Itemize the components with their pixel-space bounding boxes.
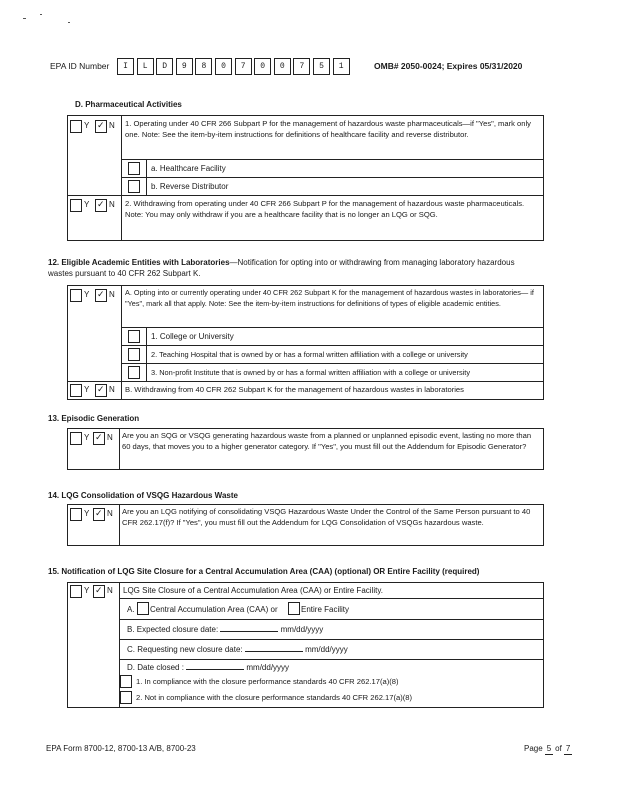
epa-id-char-cell[interactable]: D (156, 58, 173, 75)
s15-d1-label: 1. In compliance with the closure performance standards 40 CFR 262.17(a)(8) (136, 677, 399, 686)
scan-mark (40, 14, 42, 15)
footer-form-number: EPA Form 8700-12, 8700-13 A/B, 8700-23 (46, 744, 196, 753)
epa-id-char-cell[interactable]: 9 (176, 58, 193, 75)
s12-item1-checkbox[interactable] (128, 330, 140, 343)
s15-d2-checkbox[interactable] (120, 691, 132, 704)
s14-no-checkbox[interactable] (93, 508, 105, 521)
d1b-checkbox[interactable] (128, 180, 140, 193)
section-15-heading: 15. Notification of LQG Site Closure for a Central Accumulation Area (CAA) (optional) OR Entire Facility (required) (48, 567, 480, 576)
s15-entire-checkbox[interactable] (288, 602, 300, 615)
s13-yes-checkbox[interactable] (70, 432, 82, 445)
d2-no-checkbox[interactable] (95, 199, 107, 212)
epa-id-char-cell[interactable]: 7 (293, 58, 310, 75)
omb-number: OMB# 2050-0024; Expires 05/31/2020 (374, 61, 523, 71)
epa-id-char-cell[interactable]: I (117, 58, 134, 75)
d1-no-checkbox[interactable] (95, 120, 107, 133)
new-closure-date-field[interactable] (245, 651, 303, 652)
check-mark-icon: ✓ (97, 199, 105, 209)
epa-id-char-cell[interactable]: L (137, 58, 154, 75)
s12b-text: B. Withdrawing from 40 CFR 262 Subpart K for the management of hazardous wastes in laboratories (125, 385, 464, 394)
s12a-text: A. Opting into or currently operating under 40 CFR 262 Subpart K for the management of hazardous wastes in laboratories— if "Yes", mark all that apply. Note: See the item-by-item instructions for definitions of types of eligible academic entities. (125, 288, 534, 308)
check-mark-icon: ✓ (95, 432, 103, 442)
s13-text: Are you an SQG or VSQG generating hazardous waste from a planned or unplanned episodic event, lasting no more than 60 days, that moves you to a higher generator category. If "Yes", you must fill out the Addendum for Episodic Generator? (122, 431, 532, 451)
s15-d2-label: 2. Not in compliance with the closure performance standards 40 CFR 262.17(a)(8) (136, 693, 413, 702)
section-d-heading: D. Pharmaceutical Activities (75, 100, 182, 109)
s14-yes-checkbox[interactable] (70, 508, 82, 521)
epa-id-char-cell[interactable]: 0 (274, 58, 291, 75)
s15-entire-label: Entire Facility (301, 605, 350, 614)
d1a-checkbox[interactable] (128, 162, 140, 175)
epa-id-char-cell[interactable]: 1 (333, 58, 350, 75)
page-number: 5 (546, 744, 552, 753)
d2-text: 2. Withdrawing from operating under 40 CFR 266 Subpart P for the management of hazardous waste pharmaceuticals. Note: You may only withdraw if you are a healthcare facility that is no longer an LQG or SQG. (125, 199, 525, 219)
s14-text: Are you an LQG notifying of consolidating VSQG Hazardous Waste Under the Control of the Same Person pursuant to 40 CFR 262.17(f)? If "Yes", you must fill out the Addendum for LQG Consolidation of VSQGs hazardous waste. (122, 507, 531, 527)
scan-mark (23, 18, 26, 19)
s15d-row: D. Date closed : mm/dd/yyyy (127, 663, 290, 672)
s15b-row: B. Expected closure date: mm/dd/yyyy (127, 625, 324, 634)
scan-mark (68, 22, 70, 23)
s12-item2-checkbox[interactable] (128, 348, 140, 361)
s15-lqg-text: LQG Site Closure of a Central Accumulation Area (CAA) or Entire Facility. (123, 586, 383, 595)
section-12-heading-line2: wastes pursuant to 40 CFR 262 Subpart K. (48, 269, 201, 278)
check-mark-icon: ✓ (97, 289, 105, 299)
footer-page-indicator: Page 5 of 7 (524, 744, 571, 753)
s15-caa-checkbox[interactable] (137, 602, 149, 615)
s12a-no-checkbox[interactable] (95, 289, 107, 302)
s12-item1-label: 1. College or University (151, 332, 234, 341)
check-mark-icon: ✓ (97, 384, 105, 394)
check-mark-icon: ✓ (97, 120, 105, 130)
epa-id-char-cell[interactable]: 8 (195, 58, 212, 75)
epa-id-char-cell[interactable]: 7 (235, 58, 252, 75)
s15-yes-checkbox[interactable] (70, 585, 82, 598)
s15-no-checkbox[interactable] (93, 585, 105, 598)
epa-id-char-cell[interactable]: 0 (254, 58, 271, 75)
s12b-yes-checkbox[interactable] (70, 384, 82, 397)
epa-id-label: EPA ID Number (50, 61, 110, 71)
d1-text: 1. Operating under 40 CFR 266 Subpart P for the management of hazardous waste pharmaceuticals—if "Yes", mark only one. Note: See the item-by-item instructions for definitions of healthcare facility and reverse distributor. (125, 119, 531, 139)
date-closed-field[interactable] (186, 669, 244, 670)
s12-item2-label: 2. Teaching Hospital that is owned by or has a formal written affiliation with a college or university (151, 350, 468, 359)
s15a-label: A. (127, 605, 135, 614)
s12a-yes-checkbox[interactable] (70, 289, 82, 302)
page-total: 7 (565, 744, 571, 753)
s12b-no-checkbox[interactable] (95, 384, 107, 397)
expected-closure-date-field[interactable] (220, 631, 278, 632)
d2-yes-checkbox[interactable] (70, 199, 82, 212)
s13-no-checkbox[interactable] (93, 432, 105, 445)
epa-id-char-cell[interactable]: 5 (313, 58, 330, 75)
s12-item3-label: 3. Non-profit Institute that is owned by or has a formal written affiliation with a college or university (151, 368, 471, 377)
s15c-row: C. Requesting new closure date: mm/dd/yyyy (127, 645, 348, 654)
epa-id-char-cell[interactable]: 0 (215, 58, 232, 75)
s15-caa-label: Central Accumulation Area (CAA) or (150, 605, 278, 614)
check-mark-icon: ✓ (95, 508, 103, 518)
check-mark-icon: ✓ (95, 585, 103, 595)
d1a-label: a. Healthcare Facility (151, 164, 226, 173)
d1-yes-checkbox[interactable] (70, 120, 82, 133)
section-12-heading: 12. Eligible Academic Entities with Laboratories—Notification for opting into or withdrawing from managing laboratory hazardous (48, 258, 515, 267)
s15-d1-checkbox[interactable] (120, 675, 132, 688)
section-13-heading: 13. Episodic Generation (48, 414, 140, 423)
s12-item3-checkbox[interactable] (128, 366, 140, 379)
d1b-label: b. Reverse Distributor (151, 182, 229, 191)
section-14-heading: 14. LQG Consolidation of VSQG Hazardous Waste (48, 491, 238, 500)
